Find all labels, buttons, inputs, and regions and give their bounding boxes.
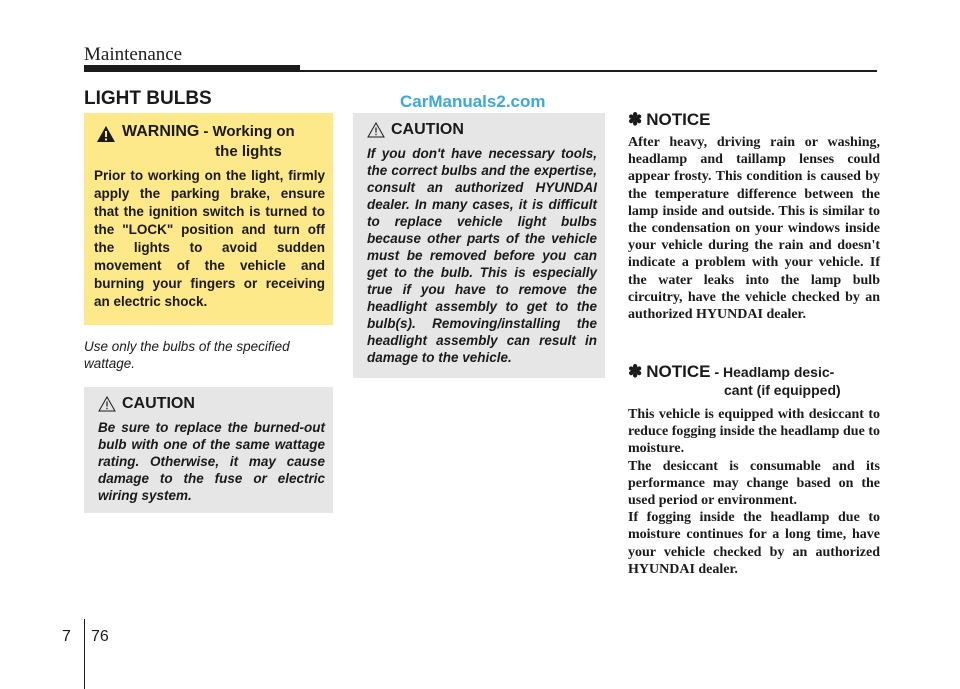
notice-subtitle-line2: cant (if equipped) [724,382,841,398]
notice-star-icon: ✽ [628,362,643,381]
warning-title: WARNING [122,123,200,140]
notice-header [628,110,880,130]
notice-title: NOTICE [646,362,711,381]
watermark: CarManuals2.com [400,92,546,111]
warning-header [94,123,325,143]
notice-desiccant [628,362,880,578]
header-rule-thick [84,65,300,72]
notice-frost [628,110,880,323]
section-title: LIGHT BULBS [84,88,212,109]
notice-body-3: If fogging inside the headlamp due to moisture continues for a long time, have your vehicle checked by an authorized HYUNDAI dealer. [628,510,880,577]
caution-triangle-icon [367,122,385,138]
caution-header [367,121,597,139]
notice-body-2: The desiccant is consumable and its performance may change based on the used period or environment. [628,458,880,509]
warning-triangle-icon [96,125,116,143]
header-rule-thin [300,70,877,72]
page-chapter: 7 [62,628,71,645]
caution-title: CAUTION [391,121,464,138]
footer-divider [84,619,85,689]
notice-subtitle: - Headlamp desic- [714,364,835,380]
caution-header [98,395,325,413]
warning-box [84,113,333,325]
notice-header [628,362,880,382]
notice-body: After heavy, driving rain or washing, headlamp and taillamp lenses could appear frosty. This condition is caused by the temperature difference between the lamp inside and outside. This is similar to the condensation on your windows inside your vehicle during the rain and doesn't indicate a problem with your vehicle. If the water leaks into the lamp bulb circuitry, have the vehicle checked by an authorized HYUNDAI dealer. [628,135,880,323]
warning-subtitle: - Working on [203,123,295,140]
notice-title: NOTICE [646,110,711,129]
warning-subtitle-line2: the lights [215,143,282,160]
header-title: Maintenance [84,44,183,65]
caution-box-tools [353,113,605,378]
caution-title: CAUTION [122,395,195,412]
caution-body: Be sure to replace the burned-out bulb with one of the same wattage rating. Otherwise, it may cause damage to the fuse or electric wiring system. [98,420,325,503]
notice-star-icon: ✽ [628,110,643,129]
intro-text: Use only the bulbs of the specified wattage. [84,339,290,371]
page-number: 76 [91,628,109,645]
caution-body: If you don't have necessary tools, the correct bulbs and the expertise, consult an authorized HYUNDAI dealer. In many cases, it is difficult to replace vehicle light bulbs because other parts of the vehicle must be removed before you can get to the bulb. This is especially true if you have to remove the headlight assembly to get to the bulb(s). Removing/installing the headlight assembly can result in damage to the vehicle. [367,146,597,365]
caution-box-bulb [84,387,333,513]
notice-body-1: This vehicle is equipped with desiccant to reduce fogging inside the headlamp due to moisture. [628,407,880,457]
caution-triangle-icon [98,396,116,412]
warning-body: Prior to working on the light, firmly apply the parking brake, ensure that the ignition switch is turned to the "LOCK" position and turn off the lights to avoid sudden movement of the vehicle and burning your fingers or receiving an electric shock. [94,168,325,309]
